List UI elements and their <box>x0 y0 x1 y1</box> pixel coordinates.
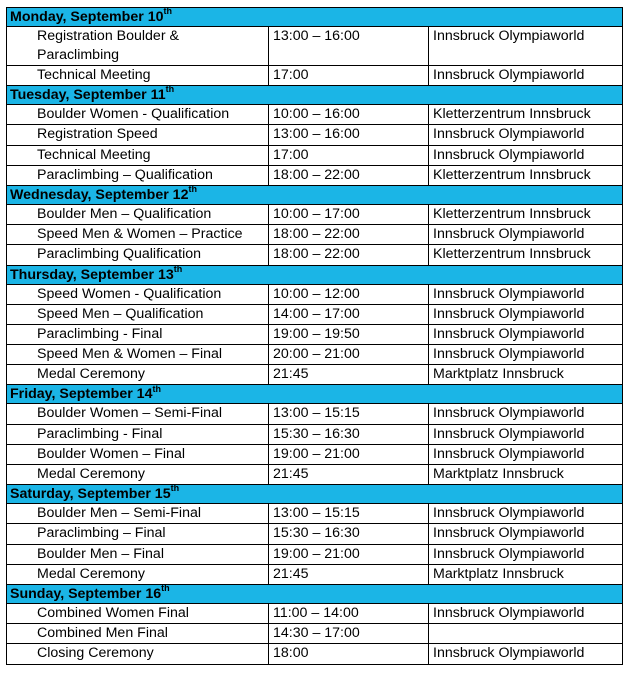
day-ordinal-suffix: th <box>165 84 175 95</box>
table-row <box>7 444 623 464</box>
time-cell: 20:00 – 21:00 <box>269 345 429 365</box>
event-name-cell: Registration Boulder & Paraclimbing <box>7 27 269 66</box>
event-name-cell: Boulder Men – Final <box>7 544 269 564</box>
table-row <box>7 365 623 385</box>
table-row <box>7 504 623 524</box>
venue-cell: Innsbruck Olympiaworld <box>429 603 623 623</box>
time-cell: 18:00 – 22:00 <box>269 225 429 245</box>
venue-cell: Innsbruck Olympiaworld <box>429 444 623 464</box>
venue-cell: Kletterzentrum Innsbruck <box>429 245 623 265</box>
event-name-cell: Speed Men & Women – Practice <box>7 225 269 245</box>
day-label: Tuesday, September 11 <box>10 87 166 104</box>
table-row <box>7 644 623 664</box>
venue-cell: Innsbruck Olympiaworld <box>429 225 623 245</box>
table-row <box>7 225 623 245</box>
time-cell: 10:00 – 16:00 <box>269 105 429 125</box>
venue-cell: Marktplatz Innsbruck <box>429 365 623 385</box>
event-name-cell: Technical Meeting <box>7 66 269 86</box>
time-cell: 17:00 <box>269 145 429 165</box>
table-row <box>7 66 623 86</box>
table-row <box>7 27 623 66</box>
day-header <box>7 265 623 284</box>
schedule-table <box>6 7 623 665</box>
event-name-cell: Medal Ceremony <box>7 564 269 584</box>
event-name-cell: Paraclimbing - Final <box>7 424 269 444</box>
day-ordinal-suffix: th <box>163 6 172 17</box>
time-cell: 14:00 – 17:00 <box>269 304 429 324</box>
venue-cell: Innsbruck Olympiaworld <box>429 345 623 365</box>
venue-cell <box>429 624 623 644</box>
time-cell: 21:45 <box>269 365 429 385</box>
event-name-cell: Boulder Men – Semi-Final <box>7 504 269 524</box>
event-name-cell: Paraclimbing Qualification <box>7 245 269 265</box>
table-row <box>7 624 623 644</box>
table-row <box>7 564 623 584</box>
table-row <box>7 424 623 444</box>
time-cell: 13:00 – 15:15 <box>269 404 429 424</box>
venue-cell: Kletterzentrum Innsbruck <box>429 165 623 185</box>
venue-cell: Innsbruck Olympiaworld <box>429 125 623 145</box>
event-name-cell: Medal Ceremony <box>7 465 269 485</box>
day-header <box>7 8 623 27</box>
day-ordinal-suffix: th <box>173 263 183 274</box>
event-name-cell: Closing Ceremony <box>7 644 269 664</box>
event-name-cell: Boulder Women - Qualification <box>7 105 269 125</box>
venue-cell: Innsbruck Olympiaworld <box>429 404 623 424</box>
table-row <box>7 524 623 544</box>
table-row <box>7 324 623 344</box>
time-cell: 10:00 – 17:00 <box>269 204 429 224</box>
table-row <box>7 145 623 165</box>
time-cell: 15:30 – 16:30 <box>269 524 429 544</box>
venue-cell: Innsbruck Olympiaworld <box>429 66 623 86</box>
day-ordinal-suffix: th <box>152 383 161 394</box>
table-row <box>7 284 623 304</box>
time-cell: 11:00 – 14:00 <box>269 603 429 623</box>
table-row <box>7 304 623 324</box>
day-label: Saturday, September 15 <box>10 486 171 503</box>
event-name-cell: Boulder Men – Qualification <box>7 204 269 224</box>
venue-cell: Innsbruck Olympiaworld <box>429 504 623 524</box>
time-cell: 13:00 – 15:15 <box>269 504 429 524</box>
event-name-cell: Boulder Women – Final <box>7 444 269 464</box>
time-cell: 18:00 – 22:00 <box>269 165 429 185</box>
table-row <box>7 544 623 564</box>
day-header-row <box>7 385 623 404</box>
event-name-cell: Combined Men Final <box>7 624 269 644</box>
event-name-cell: Speed Men & Women – Final <box>7 345 269 365</box>
time-cell: 13:00 – 16:00 <box>269 27 429 66</box>
day-header-row <box>7 485 623 504</box>
table-row <box>7 245 623 265</box>
table-row <box>7 345 623 365</box>
day-label: Sunday, September 16 <box>10 585 162 602</box>
schedule-body <box>7 8 623 665</box>
time-cell: 14:30 – 17:00 <box>269 624 429 644</box>
venue-cell: Innsbruck Olympiaworld <box>429 304 623 324</box>
event-name-cell: Speed Men – Qualification <box>7 304 269 324</box>
venue-cell: Innsbruck Olympiaworld <box>429 27 623 66</box>
day-header <box>7 185 623 204</box>
day-header-row <box>7 86 623 105</box>
day-header <box>7 584 623 603</box>
day-label: Friday, September 14 <box>10 386 153 403</box>
event-name-cell: Medal Ceremony <box>7 365 269 385</box>
event-name-cell: Combined Women Final <box>7 603 269 623</box>
day-header-row <box>7 8 623 27</box>
event-name-cell: Paraclimbing – Qualification <box>7 165 269 185</box>
table-row <box>7 603 623 623</box>
event-name-cell: Speed Women - Qualification <box>7 284 269 304</box>
table-row <box>7 204 623 224</box>
time-cell: 19:00 – 21:00 <box>269 444 429 464</box>
time-cell: 15:30 – 16:30 <box>269 424 429 444</box>
venue-cell: Innsbruck Olympiaworld <box>429 644 623 664</box>
table-row <box>7 125 623 145</box>
venue-cell: Innsbruck Olympiaworld <box>429 284 623 304</box>
time-cell: 18:00 – 22:00 <box>269 245 429 265</box>
day-header-row <box>7 584 623 603</box>
time-cell: 21:45 <box>269 465 429 485</box>
event-name-cell: Registration Speed <box>7 125 269 145</box>
table-row <box>7 105 623 125</box>
table-row <box>7 165 623 185</box>
time-cell: 19:00 – 19:50 <box>269 324 429 344</box>
time-cell: 10:00 – 12:00 <box>269 284 429 304</box>
table-row <box>7 404 623 424</box>
venue-cell: Innsbruck Olympiaworld <box>429 145 623 165</box>
event-name-cell: Boulder Women – Semi-Final <box>7 404 269 424</box>
day-header-row <box>7 185 623 204</box>
day-label: Monday, September 10 <box>10 9 164 25</box>
venue-cell: Innsbruck Olympiaworld <box>429 544 623 564</box>
day-ordinal-suffix: th <box>188 184 197 195</box>
event-name-cell: Paraclimbing – Final <box>7 524 269 544</box>
event-name-cell: Technical Meeting <box>7 145 269 165</box>
day-header <box>7 485 623 504</box>
day-header <box>7 86 623 105</box>
day-label: Wednesday, September 12 <box>10 186 189 203</box>
venue-cell: Kletterzentrum Innsbruck <box>429 105 623 125</box>
day-header-row <box>7 265 623 284</box>
venue-cell: Marktplatz Innsbruck <box>429 564 623 584</box>
day-ordinal-suffix: th <box>170 483 180 494</box>
time-cell: 21:45 <box>269 564 429 584</box>
time-cell: 17:00 <box>269 66 429 86</box>
time-cell: 13:00 – 16:00 <box>269 125 429 145</box>
day-ordinal-suffix: th <box>161 583 170 594</box>
venue-cell: Innsbruck Olympiaworld <box>429 424 623 444</box>
event-name-cell: Paraclimbing - Final <box>7 324 269 344</box>
time-cell: 18:00 <box>269 644 429 664</box>
time-cell: 19:00 – 21:00 <box>269 544 429 564</box>
venue-cell: Innsbruck Olympiaworld <box>429 324 623 344</box>
venue-cell: Innsbruck Olympiaworld <box>429 524 623 544</box>
day-header <box>7 385 623 404</box>
table-row <box>7 465 623 485</box>
venue-cell: Marktplatz Innsbruck <box>429 465 623 485</box>
venue-cell: Kletterzentrum Innsbruck <box>429 204 623 224</box>
day-label: Thursday, September 13 <box>10 266 174 283</box>
